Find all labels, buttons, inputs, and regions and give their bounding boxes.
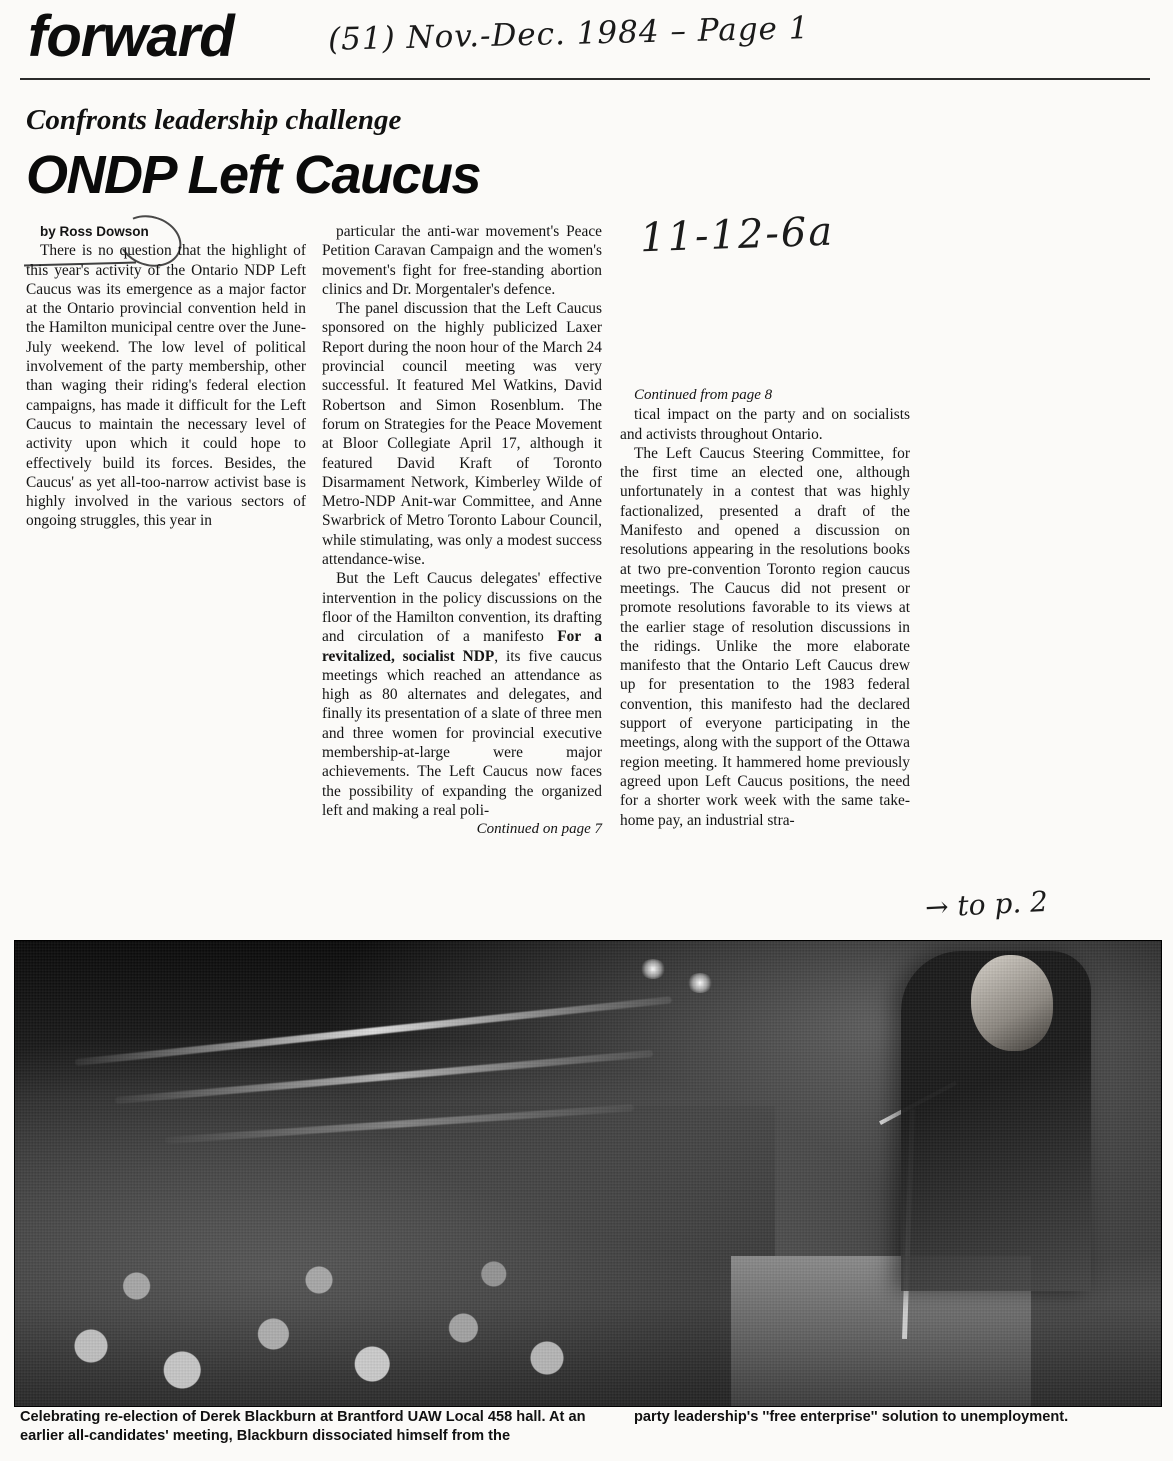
publication-title: forward: [28, 4, 234, 69]
continued-from-note: Continued from page 8: [634, 387, 773, 403]
article-column-3: [620, 386, 910, 830]
paragraph-part-b: , its five caucus meetings which reached an attendance as high as 80 alternates and delegates, and finally its presentation of a slate of three men and three women for provincial executive membership-at-large were major achievements. The Left Caucus now faces the possibility of expanding the organized left and making a real poli-: [322, 647, 603, 819]
continued-on-note: Continued on page 7: [476, 821, 602, 838]
article-byline: by Ross Dowson: [40, 224, 149, 239]
paragraph-with-manifesto-title: [322, 569, 602, 820]
masthead-divider: [20, 78, 1150, 80]
news-photograph: [14, 940, 1162, 1407]
caption-left: Celebrating re-election of Derek Blackburn at Brantford UAW Local 458 hall. At an earlier all-candidates' meeting, Blackburn dissociated himself from the: [20, 1409, 586, 1444]
paragraph: There is no question that the highlight of this year's activity of the Ontario NDP Left Caucus was its emergence as a major factor at the Ontario provincial convention held in the Hamilton municipal centre over the June-July weekend. The low level of political involvement of the party membership, other than waging their riding's federal election campaigns, has made it difficult for the Left Caucus to maintain the necessary level of activity upon which it could hope to effectively build its forces. Besides, the Caucus' as yet all-too-narrow activist base is highly involved in the various sectors of ongoing struggles, this year in: [26, 242, 306, 530]
issue-handwritten-note: (51) Nov.-Dec. 1984 – Page 1: [327, 10, 810, 58]
caption-right: party leadership's ''free enterprise'' solution to unemployment.: [634, 1409, 1069, 1425]
paragraph: The panel discussion that the Left Caucus sponsored on the highly publicized Laxer Report during the noon hour of the March 24 provincial council meeting was very successful. It featured Mel Watkins, David Robertson and Simon Rosenblum. The forum on Strategies for the Peace Movement at Bloor Collegiate April 17, although it featured David Kraft of Toronto Disarmament Network, Kimberley Wilde of Metro-NDP Anit-war Committee, and Anne Swarbrick of Metro Toronto Labour Council, while stimulating, was only a modest success attendance-wise.: [322, 300, 602, 569]
archive-code-annotation: 11-12-6a: [639, 208, 835, 262]
paragraph: particular the anti-war movement's Peace Petition Caravan Campaign and the women's movement's fight for free-standing abortion clinics and Dr. Morgentaler's defence.: [322, 223, 602, 298]
article-headline: ONDP Left Caucus: [26, 145, 481, 205]
manifesto-title: For a revitalized, socialist NDP: [322, 628, 602, 665]
photo-caption: [14, 1408, 1160, 1456]
to-page-annotation: → to p. 2: [924, 884, 1049, 925]
paragraph: tical impact on the party and on socialists and activists throughout Ontario.: [620, 406, 910, 443]
paragraph-part-a: But the Left Caucus delegates' effective intervention in the policy discussions on the floor of the Hamilton convention, its drafting and circulation of a manifesto: [322, 570, 602, 646]
article-kicker: Confronts leadership challenge: [26, 104, 402, 136]
article-column-1: [26, 222, 306, 531]
photo-grain-overlay: [15, 941, 1161, 1406]
paragraph: The Left Caucus Steering Committee, for the first time an elected one, although unfortunately in a contest that was highly factionalized, presented a draft of the Manifesto and opened a discussion on resolutions appearing in the resolutions books at two pre-convention Toronto region caucus meetings. The Caucus did not present or promote resolutions favorable to its views at the earlier stage of resolution discussions in the ridings. Unlike the more elaborate manifesto that the Ontario Left Caucus drew up for presentation to the 1983 federal convention, this manifesto had the declared support of everyone participating in the meetings, along with the support of the Ottawa region meeting. It hammered home previously agreed upon Left Caucus positions, the need for a shorter work week with the same take-home pay, an industrial stra-: [620, 444, 910, 829]
article-column-2: [322, 222, 602, 840]
masthead: [28, 4, 1148, 70]
